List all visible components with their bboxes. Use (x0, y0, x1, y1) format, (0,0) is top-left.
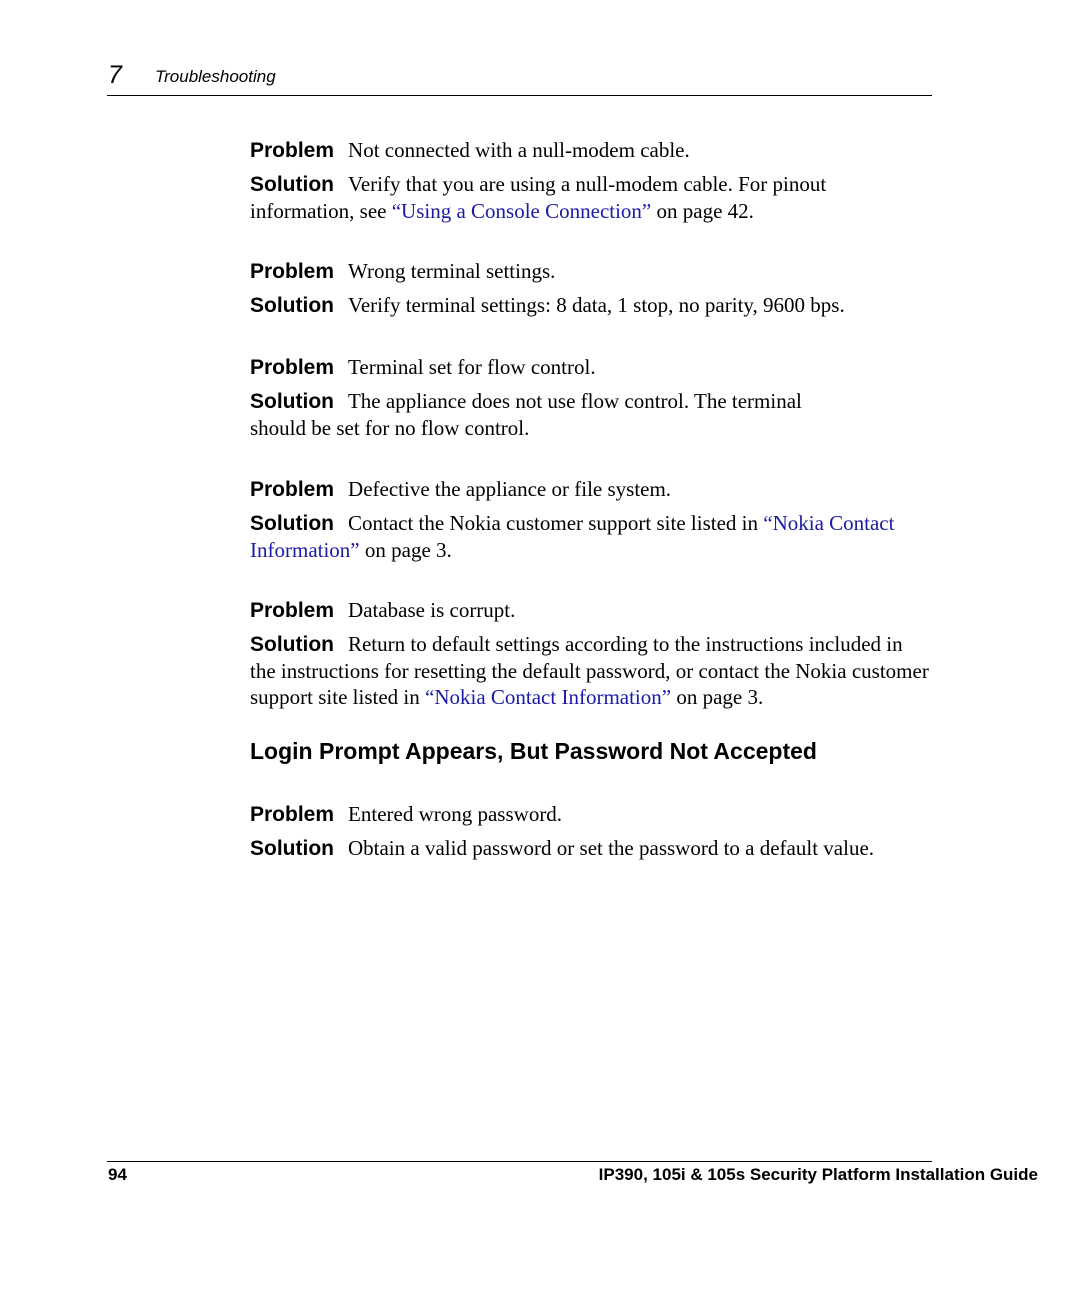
solution-text: The appliance does not use flow control. The terminal should be set for no flow control. (250, 389, 802, 440)
problem-label: Problem (250, 599, 335, 622)
solution-text: Contact the Nokia customer support site listed in (347, 511, 764, 535)
chapter-title: Troubleshooting (155, 67, 276, 86)
solution-label: Solution (250, 512, 334, 535)
problem-text: Entered wrong password. (348, 802, 563, 826)
problem-text: Terminal set for flow control. (348, 355, 596, 379)
problem-text: Database is corrupt. (348, 598, 516, 622)
solution-text-end: on page 42. (651, 199, 754, 223)
solution-1 (250, 171, 930, 224)
page-number: 94 (108, 1165, 127, 1184)
solution-text: Return to default settings according to the instructions included in the instructions for resetting the default password, or contact the Nokia customer support site listed in (250, 632, 929, 709)
problem-5 (250, 597, 930, 624)
problem-text: Not connected with a null-modem cable. (348, 138, 690, 162)
chapter-number: 7 (108, 61, 122, 89)
section-heading: Login Prompt Appears, But Password Not Accepted (250, 738, 817, 764)
problem-label: Problem (250, 260, 335, 283)
problem-label: Problem (250, 478, 335, 501)
problem-text: Wrong terminal settings. (348, 259, 556, 283)
cross-reference-link[interactable]: “Nokia Contact Information” (250, 511, 895, 562)
solution-5 (250, 631, 930, 710)
solution-text: Obtain a valid password or set the password to a default value. (347, 836, 875, 860)
solution-text: Verify that you are using a null-modem cable. For pinout information, see (250, 172, 827, 223)
problem-label: Problem (250, 356, 335, 379)
solution-4 (250, 510, 930, 563)
header-rule (107, 95, 932, 96)
problem-label: Problem (250, 139, 335, 162)
footer-rule (107, 1161, 932, 1162)
solution-label: Solution (250, 633, 334, 656)
problem-text: Defective the appliance or file system. (348, 477, 672, 501)
problem-4 (250, 476, 930, 503)
solution-label: Solution (250, 294, 334, 317)
solution-label: Solution (250, 837, 334, 860)
solution-text-end: on page 3. (359, 538, 452, 562)
solution-text-end: on page 3. (671, 685, 764, 709)
document-title: IP390, 105i & 105s Security Platform Installation Guide (598, 1165, 1038, 1184)
solution-label: Solution (250, 390, 334, 413)
problem-1 (250, 137, 930, 164)
solution-2 (250, 292, 930, 319)
problem-label: Problem (250, 803, 335, 826)
problem-3 (250, 354, 930, 381)
problem-2 (250, 258, 930, 285)
solution-3 (250, 388, 850, 441)
solution-label: Solution (250, 173, 334, 196)
cross-reference-link[interactable]: “Using a Console Connection” (391, 199, 652, 223)
solution-6 (250, 835, 930, 862)
cross-reference-link[interactable]: “Nokia Contact Information” (425, 685, 672, 709)
problem-6 (250, 801, 930, 828)
solution-text: Verify terminal settings: 8 data, 1 stop, no parity, 9600 bps. (347, 293, 845, 317)
